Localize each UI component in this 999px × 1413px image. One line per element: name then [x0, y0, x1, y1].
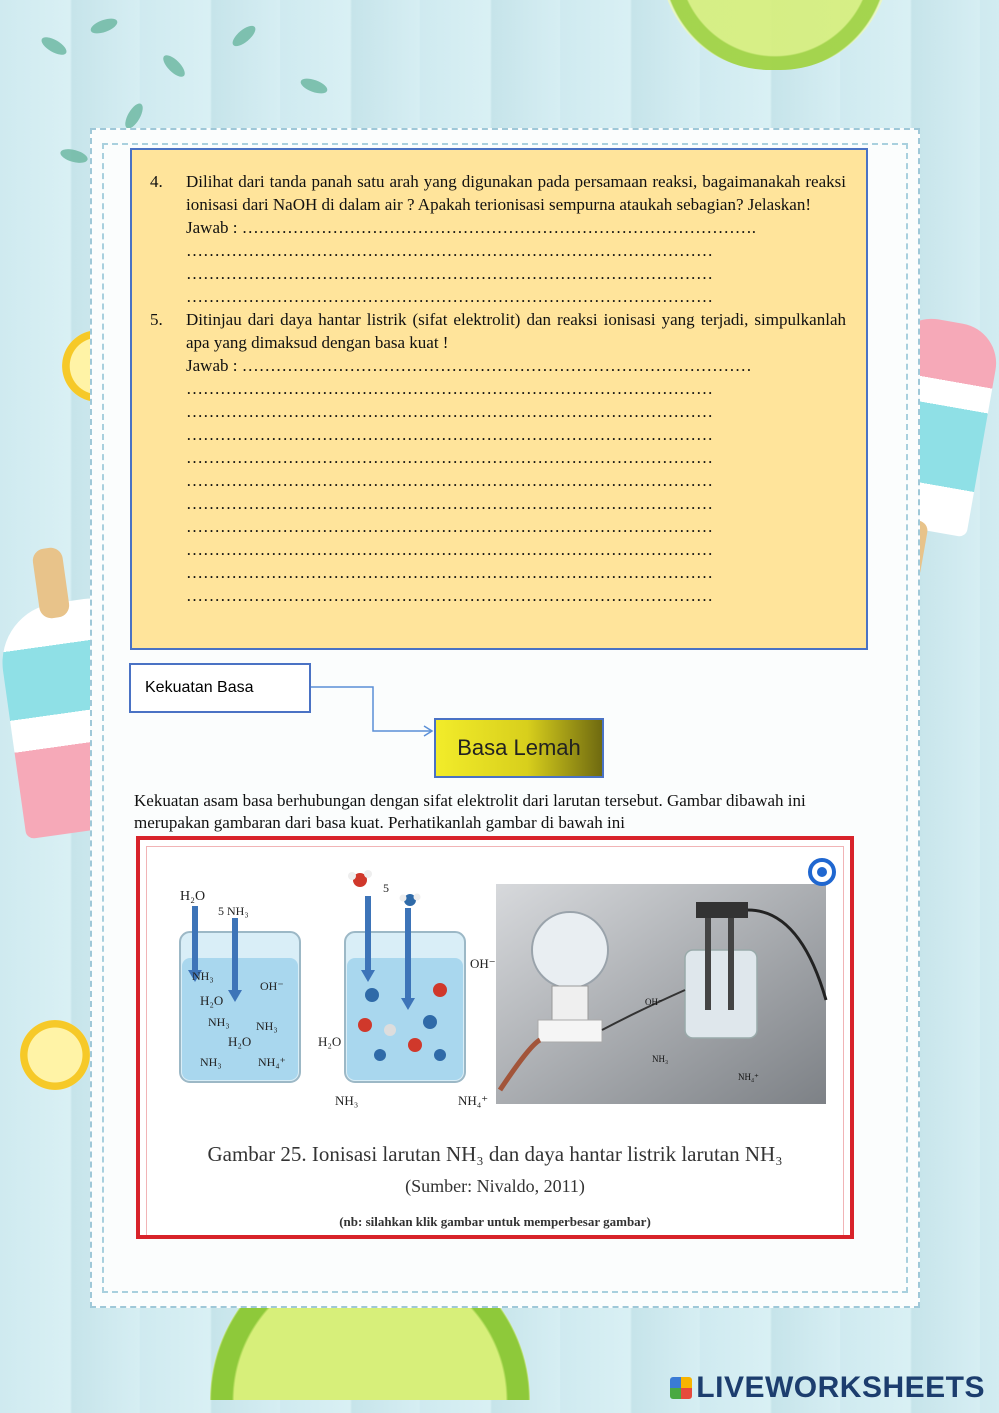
beaker2-oh-label: OH⁻ [470, 956, 496, 971]
question-text: Ditinjau dari daya hantar listrik (sifat elektrolit) dan reaksi ionisasi yang terjadi, simpulkanlah apa yang dimaksud dengan basa kuat ! [186, 310, 846, 352]
answer-line[interactable]: ………………………………………………………………………………… [186, 471, 713, 490]
figure-illustration [140, 840, 850, 1235]
figure-source: (Sumber: Nivaldo, 2011) [405, 1176, 585, 1196]
beaker1-inner-label: NH₃ [192, 969, 214, 983]
liveworksheets-logo-icon [670, 1377, 692, 1399]
beaker1-inner-label: NH₄⁺ [258, 1055, 286, 1069]
beaker1-inner-label: NH₃ [200, 1055, 222, 1069]
watermark-text: LIVEWORKSHEETS [696, 1371, 985, 1404]
beaker2-count-label: 5 [383, 881, 389, 895]
beaker2-h2o-label: H₂O [318, 1034, 342, 1049]
beaker1-inner-label: H₂O [200, 993, 224, 1008]
beaker1-nh3-count-label: 5 NH₃ [218, 904, 249, 918]
answer-line[interactable]: ………………………………………………………………………………… [186, 425, 713, 444]
figure-caption: Gambar 25. Ionisasi larutan NH₃ dan daya hantar listrik larutan NH₃ [207, 1142, 783, 1166]
basa-lemah-box[interactable]: Basa Lemah [434, 718, 604, 778]
answer-line[interactable]: ………………………………………………………………………………… [186, 402, 713, 421]
beaker1-h2o-label: H₂O [180, 889, 206, 904]
answer-line[interactable]: ………………………………………………………………………………… [186, 540, 713, 559]
answer-line[interactable]: ………………………………………………………………………………… [186, 264, 713, 283]
zoom-badge-icon[interactable] [810, 860, 834, 884]
question-number: 5. [150, 310, 163, 329]
answer-line[interactable]: ………………………………………………………………………………… [186, 241, 713, 260]
answer-line[interactable]: ………………………………………………………………………………… [186, 379, 713, 398]
beaker2-nh3-label: NH₃ [335, 1093, 359, 1108]
answer-line[interactable]: ………………………………………………………………………………… [186, 494, 713, 513]
question-number: 4. [150, 172, 163, 191]
answer-line[interactable]: ………………………………………………………………………………… [186, 563, 713, 582]
answer-line[interactable]: ………………………………………………………………………………… [186, 448, 713, 467]
intro-paragraph: Kekuatan asam basa berhubungan dengan sifat elektrolit dari larutan tersebut. Gambar dibawah ini merupakan gambaran dari basa kuat. Perhatikanlah gambar di bawah ini [134, 791, 806, 832]
photo-nh4-label: NH₄⁺ [738, 1072, 759, 1082]
ionization-figure[interactable] [136, 836, 854, 1239]
answer-line[interactable]: ………………………………………………………………………………… [186, 586, 713, 605]
question-text: Dilihat dari tanda panah satu arah yang digunakan pada persamaan reaksi, bagaimanakah reaksi ionisasi dari NaOH di dalam air ? Apakah terionisasi sempurna ataukah sebagian? Jelaskan! [186, 172, 846, 214]
answer-line[interactable]: ………………………………………………………………………………… [186, 517, 713, 536]
kekuatan-basa-box: Kekuatan Basa [129, 663, 311, 713]
beaker1-inner-label: H₂O [228, 1034, 252, 1049]
beaker1-inner-label: OH⁻ [260, 979, 284, 993]
answer-label: Jawab : [186, 218, 238, 237]
photo-nh3-label: NH₃ [652, 1054, 669, 1064]
beaker1-inner-label: NH₃ [208, 1015, 230, 1029]
answer-line[interactable]: ………………………………………………………………………………. [241, 218, 756, 237]
answer-line[interactable]: ………………………………………………………………………………… [186, 287, 713, 306]
answer-label: Jawab : [186, 356, 238, 375]
figure-note: (nb: silahkan klik gambar untuk memperbesar gambar) [339, 1214, 651, 1229]
answer-line[interactable]: ……………………………………………………………………………… [241, 356, 752, 375]
photo-oh-label: OH⁻ [645, 997, 663, 1007]
beaker2-nh4-label: NH₄⁺ [458, 1093, 489, 1108]
beaker1-inner-label: NH₃ [256, 1019, 278, 1033]
liveworksheets-watermark [670, 1371, 985, 1405]
